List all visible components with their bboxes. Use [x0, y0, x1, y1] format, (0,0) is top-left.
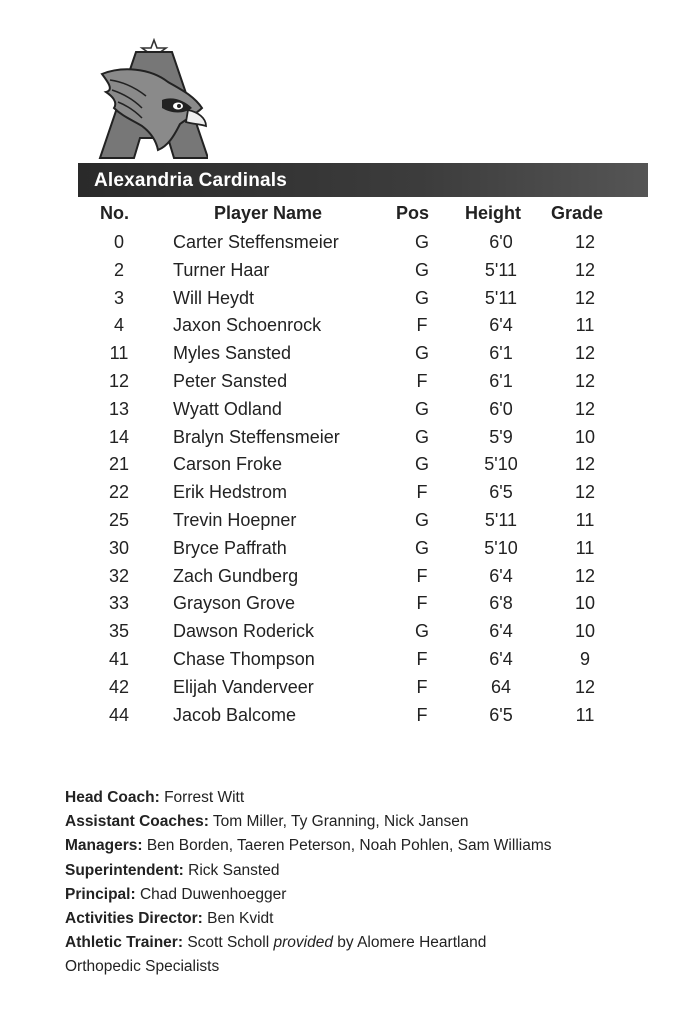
activities-director-value: Ben Kvidt	[207, 910, 274, 928]
player-grade: 11	[575, 537, 595, 558]
staff-list	[65, 786, 665, 980]
principal-line	[65, 883, 665, 907]
table-row	[0, 396, 684, 424]
player-name: Trevin Hoepner	[173, 509, 297, 530]
player-name: Jaxon Schoenrock	[173, 315, 322, 336]
player-name: Bralyn Steffensmeier	[173, 426, 340, 447]
player-position: F	[416, 676, 428, 697]
player-height: 6'0	[489, 398, 513, 419]
player-number: 3	[113, 287, 124, 308]
player-number: 33	[108, 593, 130, 614]
player-name: Chase Thompson	[173, 648, 315, 669]
player-number: 4	[113, 315, 124, 336]
team-name: Alexandria Cardinals	[94, 170, 288, 191]
player-name: Will Heydt	[173, 287, 255, 308]
table-row	[0, 674, 684, 702]
activities-director-line	[65, 907, 665, 931]
player-number: 44	[108, 704, 130, 725]
table-row	[0, 229, 684, 257]
player-number: 11	[109, 343, 129, 364]
managers-value: Ben Borden, Taeren Peterson, Noah Pohlen, Sam Williams	[146, 837, 552, 855]
table-row	[0, 590, 684, 618]
athletic-trainer-continuation: Orthopedic Specialists	[65, 958, 220, 976]
managers-label: Managers:	[65, 837, 143, 855]
player-height: 6'4	[489, 648, 513, 669]
player-position: G	[414, 287, 429, 308]
player-height: 5'10	[484, 454, 518, 475]
athletic-trainer-line	[65, 931, 665, 955]
head-coach-value: Forrest Witt	[164, 789, 245, 806]
player-grade: 12	[574, 259, 596, 280]
table-row	[0, 618, 684, 646]
head-coach-label: Head Coach:	[65, 789, 160, 806]
activities-director-label: Activities Director:	[65, 910, 203, 928]
table-row	[0, 479, 684, 507]
header-no: No.	[100, 203, 129, 223]
player-name: Wyatt Odland	[173, 398, 282, 419]
player-number: 12	[108, 370, 130, 391]
table-row	[0, 507, 684, 535]
principal-label: Principal:	[65, 885, 136, 903]
player-height: 6'5	[489, 704, 513, 725]
player-position: G	[414, 537, 429, 558]
player-position: G	[414, 343, 429, 364]
player-position: F	[416, 370, 428, 391]
managers-line	[65, 834, 665, 858]
player-height: 5'9	[489, 426, 513, 447]
player-position: F	[416, 315, 428, 336]
header-player-name: Player Name	[214, 203, 323, 223]
table-row	[0, 340, 684, 368]
table-row	[0, 424, 684, 452]
player-name: Myles Sansted	[173, 343, 292, 364]
player-name: Zach Gundberg	[173, 565, 299, 586]
player-height: 6'8	[489, 593, 513, 614]
player-number: 2	[113, 259, 124, 280]
player-position: G	[414, 454, 429, 475]
player-grade: 12	[574, 565, 596, 586]
player-height: 6'4	[489, 621, 513, 642]
player-number: 32	[108, 565, 130, 586]
player-grade: 12	[574, 343, 596, 364]
athletic-trainer-by: by Alomere Heartland	[337, 934, 487, 952]
player-number: 35	[108, 621, 130, 642]
player-name: Grayson Grove	[173, 593, 296, 614]
player-number: 22	[108, 482, 130, 503]
player-number: 25	[108, 509, 130, 530]
table-row	[0, 702, 684, 730]
athletic-trainer-provided: provided	[273, 934, 333, 952]
player-number: 14	[108, 426, 130, 447]
assistant-coaches-line	[65, 810, 665, 834]
player-position: F	[416, 648, 428, 669]
player-name: Peter Sansted	[173, 370, 288, 391]
player-position: G	[414, 621, 429, 642]
player-name: Erik Hedstrom	[173, 482, 288, 503]
header-grade: Grade	[551, 203, 604, 223]
team-banner	[78, 163, 648, 197]
player-height: 6'1	[489, 370, 513, 391]
athletic-trainer-name: Scott Scholl	[187, 934, 270, 952]
cardinal-logo	[98, 38, 208, 160]
player-position: G	[414, 232, 429, 252]
player-position: F	[416, 593, 428, 614]
player-height: 6'1	[489, 343, 513, 364]
superintendent-line	[65, 859, 665, 883]
player-position: G	[414, 509, 429, 530]
player-height: 6'4	[489, 565, 513, 586]
player-height: 6'5	[489, 482, 513, 503]
player-number: 42	[108, 676, 130, 697]
header-height: Height	[465, 203, 521, 223]
player-grade: 12	[574, 398, 596, 419]
assistant-coaches-label: Assistant Coaches:	[65, 813, 209, 831]
player-name: Elijah Vanderveer	[173, 676, 314, 697]
player-grade: 11	[575, 315, 595, 336]
table-row	[0, 257, 684, 285]
player-grade: 10	[574, 426, 596, 447]
player-grade: 12	[574, 676, 596, 697]
table-row	[0, 646, 684, 674]
player-grade: 11	[575, 704, 595, 725]
player-number: 13	[108, 398, 130, 419]
player-height: 5'11	[484, 509, 518, 530]
player-height: 6'0	[489, 232, 513, 252]
player-number: 0	[113, 232, 124, 252]
player-height: 6'4	[489, 315, 513, 336]
assistant-coaches-value: Tom Miller, Ty Granning, Nick Jansen	[212, 813, 469, 831]
player-name: Dawson Roderick	[173, 621, 315, 642]
player-grade: 12	[574, 370, 596, 391]
player-height: 5'10	[484, 537, 518, 558]
player-position: G	[414, 259, 429, 280]
superintendent-value: Rick Sansted	[188, 861, 280, 879]
player-position: G	[414, 398, 429, 419]
table-row	[0, 451, 684, 479]
header-pos: Pos	[396, 203, 430, 223]
player-grade: 12	[574, 232, 596, 252]
player-name: Jacob Balcome	[173, 704, 297, 725]
athletic-trainer-continuation-line	[65, 955, 665, 979]
player-grade: 10	[574, 621, 596, 642]
player-grade: 12	[574, 482, 596, 503]
head-coach-line	[65, 786, 665, 810]
player-grade: 11	[575, 509, 595, 530]
player-grade: 12	[574, 454, 596, 475]
player-height: 5'11	[484, 287, 518, 308]
superintendent-label: Superintendent:	[65, 861, 184, 879]
table-row	[0, 285, 684, 313]
player-name: Carson Froke	[173, 454, 283, 475]
table-row	[0, 563, 684, 591]
player-name: Bryce Paffrath	[173, 537, 287, 558]
player-name: Carter Steffensmeier	[173, 232, 339, 252]
player-position: F	[416, 704, 428, 725]
principal-value: Chad Duwenhoegger	[139, 885, 287, 903]
player-grade: 12	[574, 287, 596, 308]
table-row	[0, 535, 684, 563]
table-row	[0, 368, 684, 396]
athletic-trainer-label: Athletic Trainer:	[65, 934, 183, 952]
player-grade: 9	[579, 648, 590, 669]
player-grade: 10	[574, 593, 596, 614]
player-position: F	[416, 482, 428, 503]
player-number: 21	[108, 454, 130, 475]
player-number: 30	[108, 537, 130, 558]
player-height: 5'11	[484, 259, 518, 280]
table-row	[0, 312, 684, 340]
roster-table	[0, 229, 684, 729]
player-number: 41	[108, 648, 130, 669]
player-height: 64	[490, 676, 512, 697]
player-name: Turner Haar	[173, 259, 270, 280]
player-position: F	[416, 565, 428, 586]
player-position: G	[414, 426, 429, 447]
